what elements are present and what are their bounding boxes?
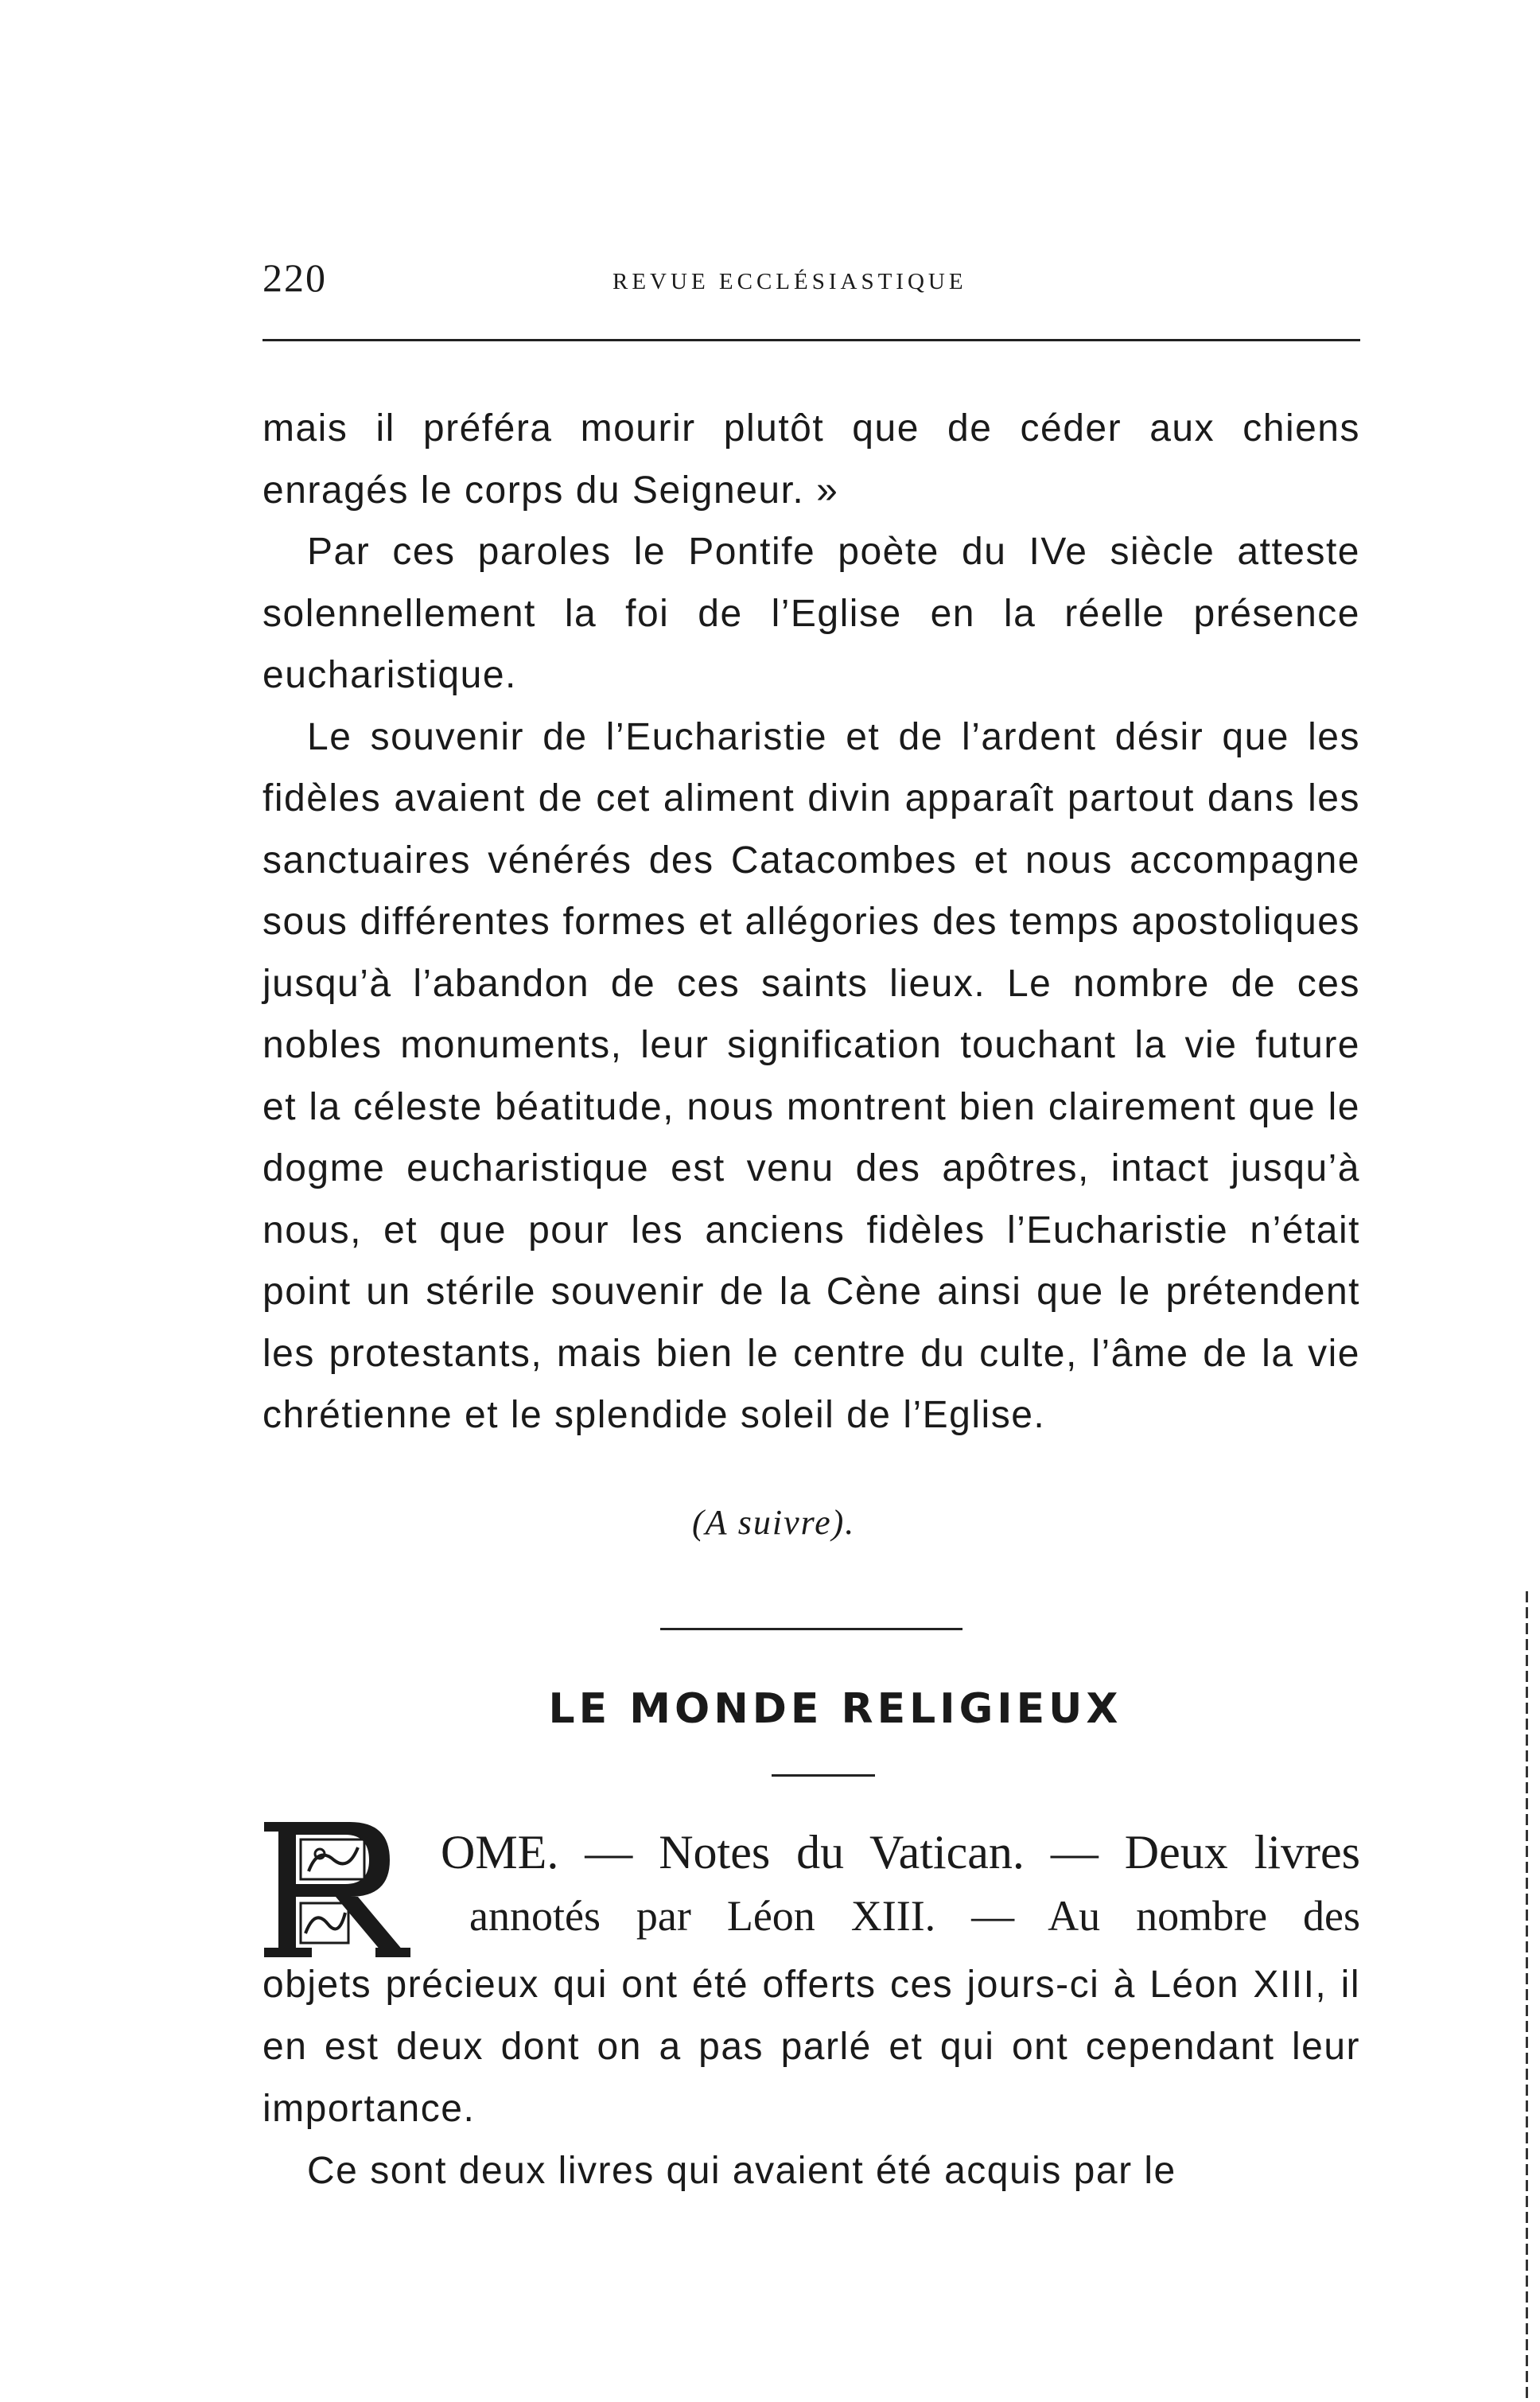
ornamental-dropcap [262, 1814, 414, 1965]
to-be-continued: (A suivre). [692, 1503, 856, 1542]
paragraph: Ce sont deux livres qui avaient été acquis par le [307, 2150, 1176, 2192]
section-title: LE MONDE RELIGIEUX [548, 1685, 1122, 1733]
page-number: 220 [262, 255, 327, 300]
paragraph: Par ces paroles le Pontife poète du IVe siècle atteste solennellement la foi de l’Eglise en la réelle présence eucharistique. [262, 531, 1360, 696]
paragraph: Le souvenir de l’Eucharistie et de l’ardent désir que les fidèles avaient de cet aliment divin apparaît partout dans les sanctuaires vénérés des Catacombes et nous accompagne sous différentes formes et allégories des temps apostoliques jusqu’à l’abandon de ces saints lieux. Le nombre de ces nobles monuments, leur signification touchant la vie future et la céleste béatitude, nous montrent bien clairement que le dogme eucharistique est venu des apôtres, intact jusqu’à nous, et que pour les anciens fidèles l’Eucharistie n’était point un stérile souvenir de la Cène ainsi que le prétendent les protestants, mais bien le centre du culte, l’âme de la vie chrétienne et le splendide soleil de l’Eglise. [262, 715, 1360, 1436]
article-text [262, 1954, 1360, 2202]
page-header [262, 239, 1360, 302]
scan-margin-edge [1526, 1591, 1528, 2402]
title-underline [772, 1774, 875, 1777]
section-divider [660, 1628, 962, 1630]
running-title: REVUE ECCLÉSIASTIQUE [612, 269, 967, 294]
page [262, 239, 1360, 2192]
dropcap-r-icon [262, 1814, 414, 1965]
article-body-continued [262, 398, 1360, 1446]
paragraph: objets précieux qui ont été offerts ces jours-ci à Léon XIII, il en est deux dont on a pas parlé et qui ont cependant leur importance. [262, 1964, 1360, 2130]
article-heading-line: OME. — Notes du Vatican. — Deux livres [441, 1826, 1360, 1878]
header-rule [262, 339, 1360, 341]
article-heading-line: annotés par Léon XIII. — Au nombre des [469, 1892, 1360, 1940]
paragraph: mais il préféra mourir plutôt que de céder aux chiens enragés le corps du Seigneur. » [262, 407, 1360, 512]
